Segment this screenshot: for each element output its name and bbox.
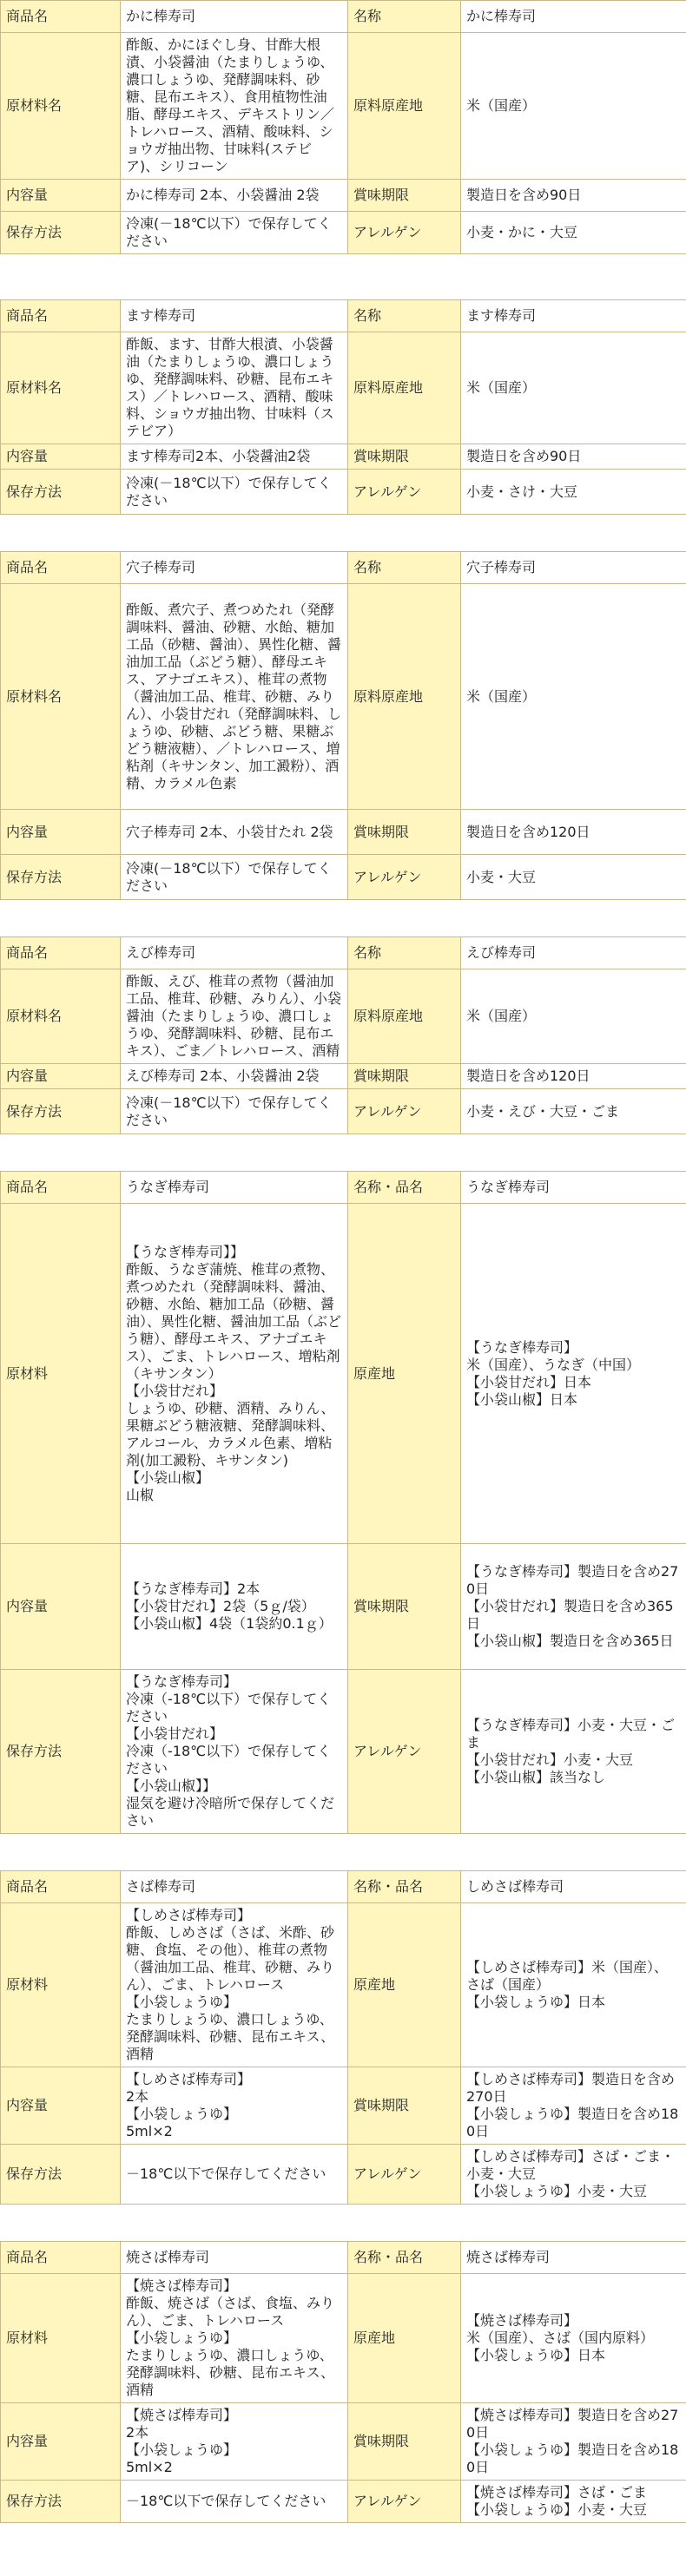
volume-value: えび棒寿司 2本、小袋醤油 2袋 (121, 1064, 348, 1089)
title-label: 名称 (348, 552, 461, 584)
allergen-value: 小麦・大豆 (461, 855, 686, 900)
title-label: 名称・品名 (348, 2242, 461, 2274)
product-title: かに棒寿司 (461, 1, 686, 33)
storage-label: 保存方法 (1, 1670, 121, 1834)
product-table (0, 0, 686, 254)
product-name: 焼さば棒寿司 (121, 2242, 348, 2274)
spec-row (1, 2403, 686, 2481)
spec-row (1, 2145, 686, 2205)
allergen-value: 【焼さば棒寿司】さば・ごま 【小袋しょうゆ】小麦・大豆 (461, 2481, 686, 2523)
spec-row (1, 1064, 686, 1089)
spec-row (1, 1, 686, 33)
storage-label: 保存方法 (1, 855, 121, 900)
product-name: えび棒寿司 (121, 937, 348, 969)
storage-label: 保存方法 (1, 470, 121, 515)
title-label: 名称・品名 (348, 1871, 461, 1903)
spec-row (1, 855, 686, 900)
allergen-label: アレルゲン (348, 1089, 461, 1134)
volume-value: かに棒寿司 2本、小袋醤油 2袋 (121, 180, 348, 212)
ingredients-label: 原材料 (1, 1903, 121, 2067)
volume-value: 穴子棒寿司 2本、小袋甘たれ 2袋 (121, 810, 348, 855)
name-label: 商品名 (1, 552, 121, 584)
ingredients-label: 原材料名 (1, 33, 121, 180)
expiry-label: 賞味期限 (348, 1064, 461, 1089)
ingredients-label: 原材料名 (1, 332, 121, 444)
allergen-label: アレルゲン (348, 470, 461, 515)
table-spacer (0, 900, 686, 936)
name-label: 商品名 (1, 1871, 121, 1903)
ingredients-value: 酢飯、ます、甘酢大根漬、小袋醤油（たまりしょうゆ、濃口しょうゆ、発酵調味料、砂糖、昆布エキス）／トレハロース、酒精、酸味料、ショウガ抽出物、甘味料（ステビア） (121, 332, 348, 444)
spec-row (1, 1172, 686, 1204)
spec-row (1, 332, 686, 444)
storage-value: 冷凍(－18℃以下）で保存してください (121, 855, 348, 900)
volume-label: 内容量 (1, 1544, 121, 1670)
origin-value: 米（国産） (461, 969, 686, 1064)
product-name: うなぎ棒寿司 (121, 1172, 348, 1204)
allergen-value: 小麦・えび・大豆・ごま (461, 1089, 686, 1134)
title-label: 名称 (348, 1, 461, 33)
storage-label: 保存方法 (1, 2481, 121, 2523)
spec-row (1, 937, 686, 969)
spec-row (1, 2274, 686, 2403)
spec-row (1, 300, 686, 332)
allergen-value: 【うなぎ棒寿司】小麦・大豆・ごま 【小袋甘だれ】小麦・大豆 【小袋山椒】該当なし (461, 1670, 686, 1834)
origin-value: 米（国産） (461, 332, 686, 444)
product-title: うなぎ棒寿司 (461, 1172, 686, 1204)
storage-value: 冷凍(－18℃以下）で保存してください (121, 212, 348, 254)
expiry-value: 【焼さば棒寿司】製造日を含め270日 【小袋しょうゆ】製造日を含め180日 (461, 2403, 686, 2481)
storage-value: －18℃以下で保存してください (121, 2145, 348, 2205)
origin-value: 【しめさば棒寿司】米（国産）、さば（国産） 【小袋しょうゆ】日本 (461, 1903, 686, 2067)
product-title: 穴子棒寿司 (461, 552, 686, 584)
origin-value: 米（国産） (461, 584, 686, 810)
allergen-label: アレルゲン (348, 2481, 461, 2523)
title-label: 名称 (348, 937, 461, 969)
volume-label: 内容量 (1, 2403, 121, 2481)
ingredients-label: 原材料名 (1, 969, 121, 1064)
expiry-value: 製造日を含め120日 (461, 1064, 686, 1089)
storage-value: 【うなぎ棒寿司】 冷凍（-18℃以下）で保存してください 【小袋甘だれ】 冷凍（-18℃以下）で保存してください 【小袋山椒】】 湿気を避け冷暗所で保存してください (121, 1670, 348, 1834)
expiry-label: 賞味期限 (348, 2067, 461, 2145)
spec-row (1, 444, 686, 470)
spec-row (1, 2242, 686, 2274)
product-table (0, 551, 686, 900)
spec-row (1, 180, 686, 212)
table-spacer (0, 1834, 686, 1870)
allergen-label: アレルゲン (348, 1670, 461, 1834)
volume-label: 内容量 (1, 810, 121, 855)
allergen-label: アレルゲン (348, 855, 461, 900)
expiry-label: 賞味期限 (348, 180, 461, 212)
ingredients-value: 酢飯、煮穴子、煮つめたれ（発酵調味料、醤油、砂糖、水飴、糖加工品（砂糖、醤油）、異性化糖、醤油加工品（ぶどう糖）、酵母エキス、アナゴエキス）、椎茸の煮物（醤油加工品、椎茸、砂糖、みりん）、小袋甘だれ（発酵調味料、しょうゆ、砂糖、ぶどう糖、果糖ぶどう糖液糖）、／トレハロース、増粘剤（キサンタン、加工澱粉）、酒精、カラメル色素 (121, 584, 348, 810)
storage-value: －18℃以下で保存してください (121, 2481, 348, 2523)
ingredients-value: 【うなぎ棒寿司】】 酢飯、うなぎ蒲焼、椎茸の煮物、煮つめたれ（発酵調味料、醤油、砂糖、水飴、糖加工品（砂糖、醤油）、異性化糖、醤油加工品（ぶどう糖）、酵母エキス、アナゴエキス）、ごま、トレハロース、増粘剤（キサンタン） 【小袋甘だれ】 しょうゆ、砂糖、酒精、みりん、果糖ぶどう糖液糖、発酵調味料、アルコール、カラメル色素、増粘剤(加工澱粉、キサンタン) 【小袋山椒】 山椒 (121, 1204, 348, 1544)
allergen-value: 小麦・さけ・大豆 (461, 470, 686, 515)
table-spacer (0, 515, 686, 551)
allergen-value: 小麦・かに・大豆 (461, 212, 686, 254)
origin-label: 原産地 (348, 2274, 461, 2403)
volume-label: 内容量 (1, 180, 121, 212)
product-table (0, 2241, 686, 2523)
origin-value: 【うなぎ棒寿司】 米（国産）、うなぎ（中国） 【小袋甘だれ】日本 【小袋山椒】日本 (461, 1204, 686, 1544)
spec-row (1, 1670, 686, 1834)
ingredients-label: 原材料名 (1, 584, 121, 810)
storage-value: 冷凍(－18℃以下）で保存してください (121, 470, 348, 515)
product-table (0, 299, 686, 515)
expiry-value: 製造日を含め120日 (461, 810, 686, 855)
ingredients-value: 酢飯、えび、椎茸の煮物（醤油加工品、椎茸、砂糖、みりん）、小袋醤油（たまりしょうゆ、濃口しょうゆ、発酵調味料、砂糖、昆布エキス）、ごま／トレハロース、酒精 (121, 969, 348, 1064)
ingredients-label: 原材料 (1, 1204, 121, 1544)
product-name: かに棒寿司 (121, 1, 348, 33)
storage-value: 冷凍(－18℃以下）で保存してください (121, 1089, 348, 1134)
expiry-label: 賞味期限 (348, 2403, 461, 2481)
expiry-value: 【うなぎ棒寿司】製造日を含め270日 【小袋甘だれ】製造日を含め365日 【小袋山椒】製造日を含め365日 (461, 1544, 686, 1670)
volume-label: 内容量 (1, 2067, 121, 2145)
spec-row (1, 212, 686, 254)
spec-row (1, 470, 686, 515)
ingredients-value: 【しめさば棒寿司】 酢飯、しめさば（さば、米酢、砂糖、食塩、その他）、椎茸の煮物（醤油加工品、椎茸、砂糖、みりん）、ごま、トレハロース 【小袋しょうゆ】 たまりしょうゆ、濃口しょうゆ、発酵調味料、砂糖、昆布エキス、酒精 (121, 1903, 348, 2067)
origin-value: 米（国産） (461, 33, 686, 180)
volume-value: 【焼さば棒寿司】 2本 【小袋しょうゆ】 5ml×2 (121, 2403, 348, 2481)
name-label: 商品名 (1, 1172, 121, 1204)
product-title: 焼さば棒寿司 (461, 2242, 686, 2274)
volume-value: 【しめさば棒寿司】 2本 【小袋しょうゆ】 5ml×2 (121, 2067, 348, 2145)
spec-row (1, 2067, 686, 2145)
title-label: 名称・品名 (348, 1172, 461, 1204)
allergen-value: 【しめさば棒寿司】さば・ごま・小麦・大豆 【小袋しょうゆ】小麦・大豆 (461, 2145, 686, 2205)
name-label: 商品名 (1, 937, 121, 969)
storage-label: 保存方法 (1, 2145, 121, 2205)
expiry-label: 賞味期限 (348, 810, 461, 855)
ingredients-value: 酢飯、かにほぐし身、甘酢大根漬、小袋醤油（たまりしょうゆ、濃口しょうゆ、発酵調味料、砂糖、昆布エキス）、食用植物性油脂、酵母エキス、デキストリン／トレハロース、酒精、酸味料、ショウガ抽出物、甘味料(ステビア)、シリコーン (121, 33, 348, 180)
table-spacer (0, 1134, 686, 1171)
product-table (0, 936, 686, 1134)
spec-row (1, 969, 686, 1064)
allergen-label: アレルゲン (348, 212, 461, 254)
expiry-label: 賞味期限 (348, 1544, 461, 1670)
spec-row (1, 810, 686, 855)
storage-label: 保存方法 (1, 212, 121, 254)
title-label: 名称 (348, 300, 461, 332)
product-name: さば棒寿司 (121, 1871, 348, 1903)
spec-row (1, 1871, 686, 1903)
origin-value: 【焼さば棒寿司】 米（国産）、さば（国内原料） 【小袋しょうゆ】日本 (461, 2274, 686, 2403)
spec-row (1, 1204, 686, 1544)
table-spacer (0, 254, 686, 299)
spec-row (1, 1544, 686, 1670)
product-title: しめさば棒寿司 (461, 1871, 686, 1903)
name-label: 商品名 (1, 1, 121, 33)
spec-row (1, 584, 686, 810)
origin-label: 原料原産地 (348, 33, 461, 180)
origin-label: 原産地 (348, 1204, 461, 1544)
product-title: えび棒寿司 (461, 937, 686, 969)
name-label: 商品名 (1, 300, 121, 332)
expiry-label: 賞味期限 (348, 444, 461, 470)
volume-label: 内容量 (1, 444, 121, 470)
origin-label: 原料原産地 (348, 969, 461, 1064)
ingredients-label: 原材料 (1, 2274, 121, 2403)
volume-value: 【うなぎ棒寿司】2本 【小袋甘だれ】2袋（5ｇ/袋） 【小袋山椒】4袋（1袋約0.1ｇ） (121, 1544, 348, 1670)
volume-label: 内容量 (1, 1064, 121, 1089)
expiry-value: 製造日を含め90日 (461, 180, 686, 212)
product-name: ます棒寿司 (121, 300, 348, 332)
name-label: 商品名 (1, 2242, 121, 2274)
origin-label: 原産地 (348, 1903, 461, 2067)
spec-row (1, 2481, 686, 2523)
expiry-value: 【しめさば棒寿司】製造日を含め270日 【小袋しょうゆ】製造日を含め180日 (461, 2067, 686, 2145)
ingredients-value: 【焼さば棒寿司】 酢飯、焼さば（さば、食塩、みりん）、ごま、トレハロース 【小袋しょうゆ】 たまりしょうゆ、濃口しょうゆ、発酵調味料、砂糖、昆布エキス、酒精 (121, 2274, 348, 2403)
origin-label: 原料原産地 (348, 584, 461, 810)
origin-label: 原料原産地 (348, 332, 461, 444)
spec-row (1, 33, 686, 180)
product-table (0, 1870, 686, 2205)
volume-value: ます棒寿司2本、小袋醤油2袋 (121, 444, 348, 470)
storage-label: 保存方法 (1, 1089, 121, 1134)
allergen-label: アレルゲン (348, 2145, 461, 2205)
expiry-value: 製造日を含め90日 (461, 444, 686, 470)
spec-row (1, 552, 686, 584)
spec-row (1, 1903, 686, 2067)
table-spacer (0, 2205, 686, 2241)
product-title: ます棒寿司 (461, 300, 686, 332)
product-name: 穴子棒寿司 (121, 552, 348, 584)
spec-row (1, 1089, 686, 1134)
product-table (0, 1171, 686, 1834)
